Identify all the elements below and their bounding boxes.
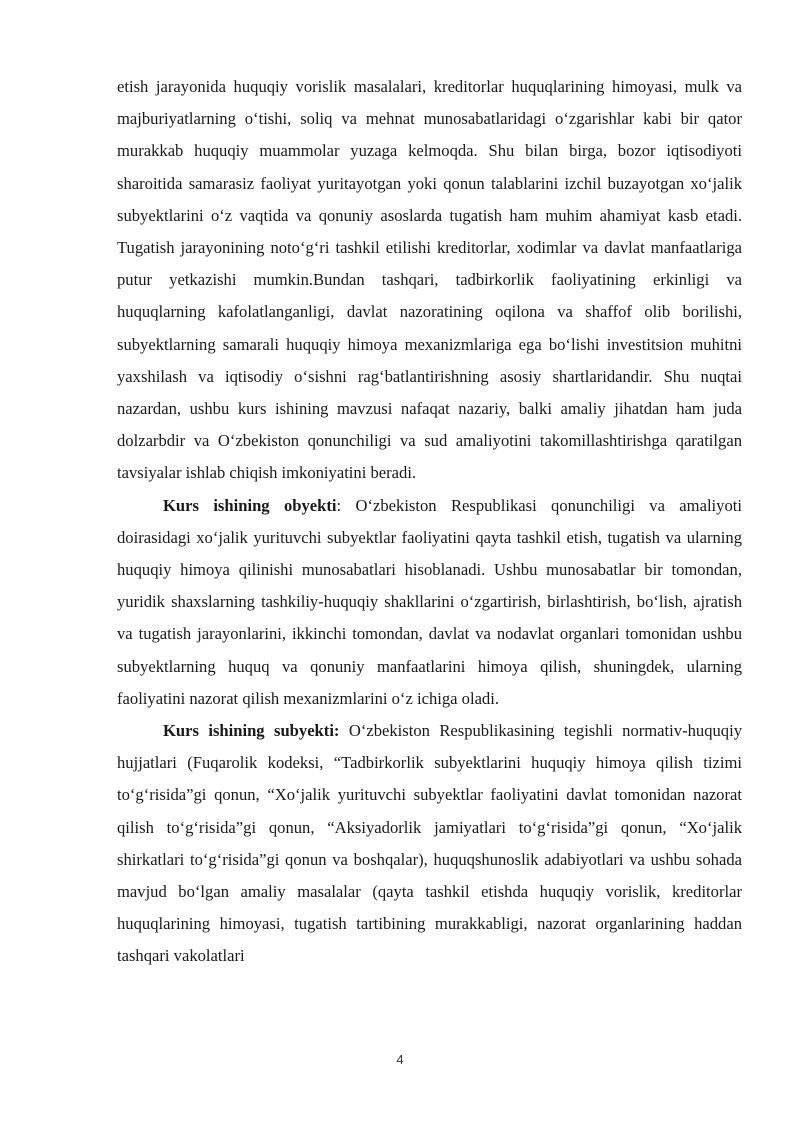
paragraph-course-object <box>117 490 742 715</box>
course-object-heading: Kurs ishining obyekti <box>163 495 337 515</box>
paragraph-continuation: etish jarayonida huquqiy vorislik masalalari, kreditorlar huquqlarining himoyasi, mulk va majburiyatlarning o‘tishi, soliq va mehnat munosabatlaridagi o‘zgarishlar kabi bir qator murakkab huquqiy muammolar yuzaga kelmoqda. Shu bilan birga, bozor iqtisodiyoti sharoitida samarasiz faoliyat yuritayotgan yoki qonun talablarini izchil buzayotgan xo‘jalik subyektlarini o‘z vaqtida va qonuniy asoslarda tugatish ham muhim ahamiyat kasb etadi. Tugatish jarayonining noto‘g‘ri tashkil etilishi kreditorlar, xodimlar va davlat manfaatlariga putur yetkazishi mumkin.Bundan tashqari, tadbirkorlik faoliyatining erkinligi va huquqlarning kafolatlanganligi, davlat nazoratining oqilona va shaffof olib borilishi, subyektlarning samarali huquqiy himoya mexanizmlariga ega bo‘lishi investitsion muhitni yaxshilash va iqtisodiy o‘sishni rag‘batlantirishning asosiy shartlaridandir. Shu nuqtai nazardan, ushbu kurs ishining mavzusi nafaqat nazariy, balki amaliy jihatdan ham juda dolzarbdir va O‘zbekiston qonunchiligi va sud amaliyotini takomillashtirishga qaratilgan tavsiyalar ishlab chiqish imkoniyatini beradi. <box>117 77 742 483</box>
paragraph-course-subject <box>117 715 742 973</box>
course-object-text: : O‘zbekiston Respublikasi qonunchiligi va amaliyoti doirasidagi xo‘jalik yurituvchi subyektlar faoliyatini qayta tashkil etish, tugatish va ularning huquqiy himoya qilinishi munosabatlari hisoblanadi. Ushbu munosabatlar bir tomondan, yuridik shaxslarning tashkiliy-huquqiy shakllarini o‘zgartirish, birlashtirish, bo‘lish, ajratish va tugatish jarayonlarini, ikkinchi tomondan, davlat va nodavlat organlari tomonidan ushbu subyektlarning huquq va qonuniy manfaatlarini himoya qilish, shuningdek, ularning faoliyatini nazorat qilish mexanizmlarini o‘z ichiga oladi. <box>117 495 742 708</box>
course-subject-heading: Kurs ishining subyekti: <box>163 721 340 741</box>
document-body <box>117 71 742 973</box>
page-number: 4 <box>396 1052 404 1067</box>
course-subject-text: O‘zbekiston Respublikasining tegishli normativ-huquqiy hujjatlari (Fuqarolik kodeksi, “Tadbirkorlik subyektlarini huquqiy himoya qilish tizimi to‘g‘risida”gi qonun, “Xo‘jalik yurituvchi subyektlar faoliyatini davlat tomonidan nazorat qilish to‘g‘risida”gi qonun, “Aksiyadorlik jamiyatlari to‘g‘risida”gi qonun, “Xo‘jalik shirkatlari to‘g‘risida”gi qonun va boshqalar), huquqshunoslik adabiyotlari va ushbu sohada mavjud bo‘lgan amaliy masalalar (qayta tashkil etishda huquqiy vorislik, kreditorlar huquqlarining himoyasi, tugatish tartibining murakkabligi, nazorat organlarining haddan tashqari vakolatlari <box>117 721 742 966</box>
